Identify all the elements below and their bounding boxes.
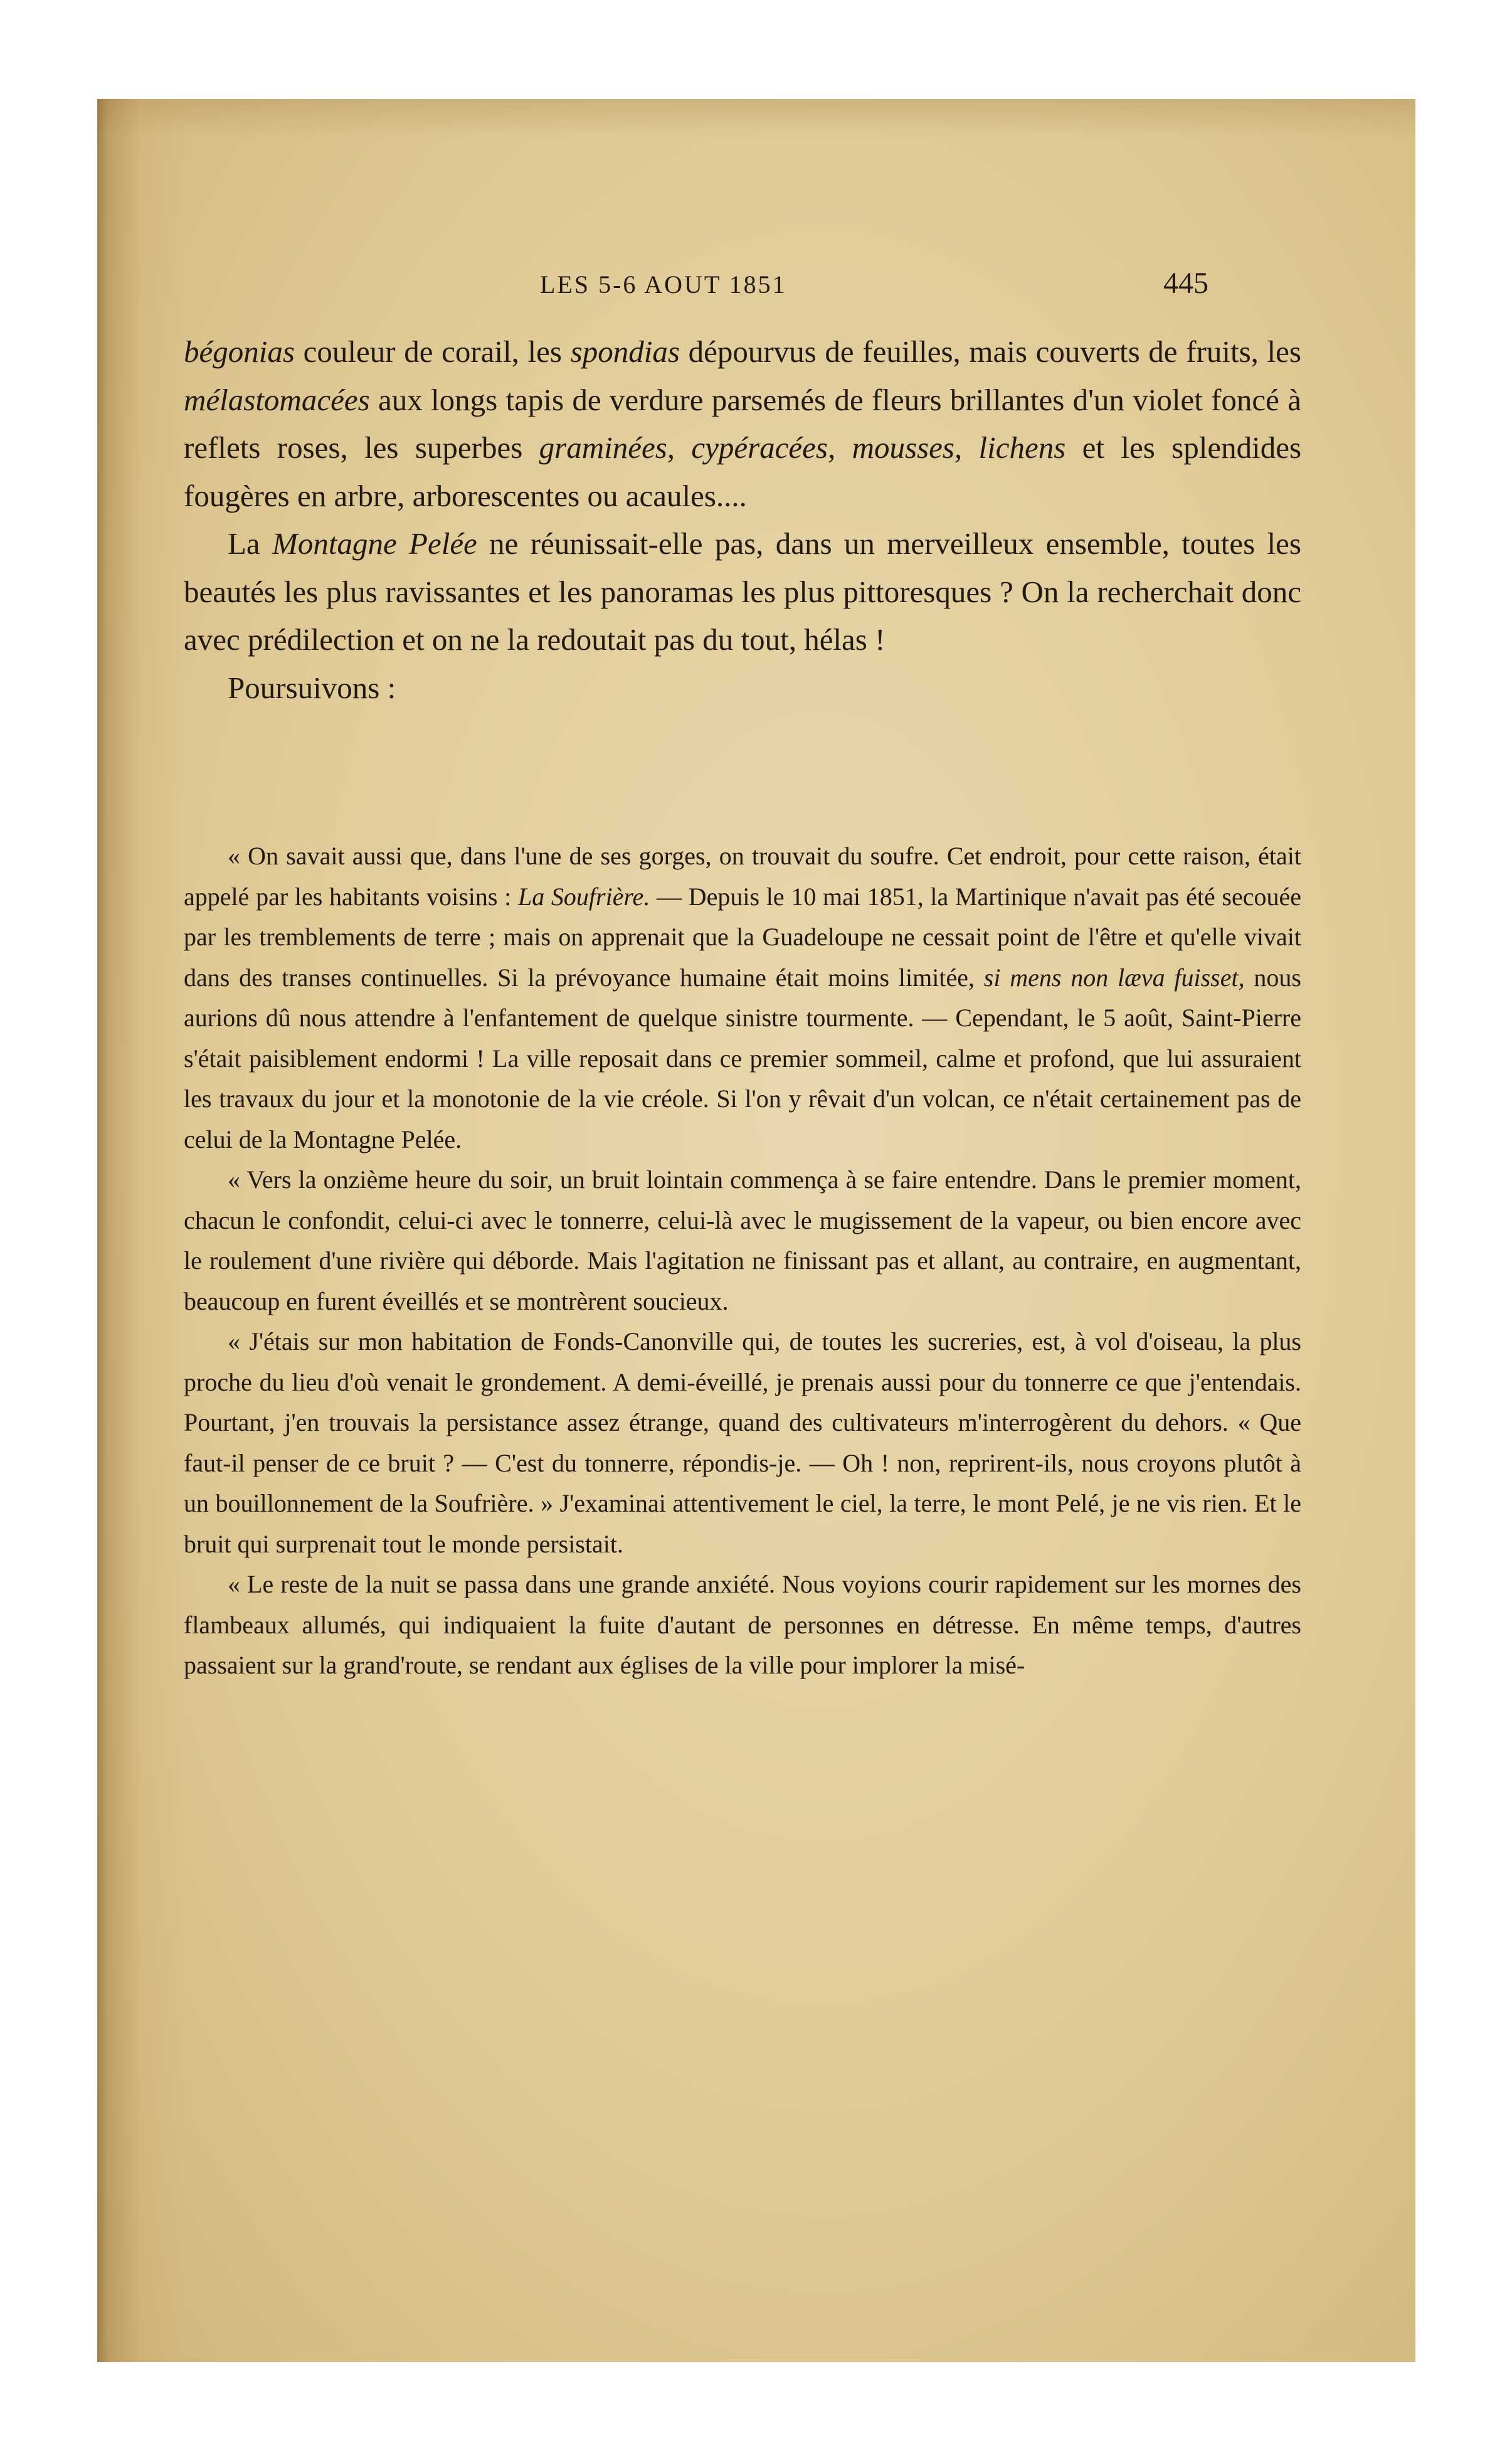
scanned-page [97,99,1415,2362]
paragraph-3 [184,664,1301,713]
text-run: nous aurions dû nous attendre à l'enfantement de quelque sinistre tourmente. — Cependant, le 5 août, Saint-Pierre s'était paisiblement endormi ! La ville reposait dans ce premier sommeil, calme et profond, que lui assuraient les travaux du jour et la monotonie de la vie créole. Si l'on y rêvait d'un volcan, ce n'était certainement pas de celui de la Montagne Pelée. [184,963,1301,1153]
text-run: « Le reste de la nuit se passa dans une grande anxiété. Nous voyions courir rapidement sur les mornes des flambeaux allumés, qui indiquaient la fuite d'autant de personnes en détresse. En même temps, d'autres passaient sur la grand'route, se rendant aux églises de la ville pour implorer la misé- [184,1570,1301,1679]
italic-run: si mens non læva fuisset, [983,963,1245,992]
quote-paragraph-1 [184,836,1301,1160]
italic-run: graminées, cypéracées, mousses, lichens [539,430,1066,465]
italic-run: Montagne Pelée [272,526,477,561]
page-header [97,267,1415,307]
italic-run: mélastomacées [184,382,370,417]
text-run: La [228,526,273,561]
text-run: aux longs tapis de verdure parsemés de fleurs brillantes d'un violet foncé à reflets roses, les superbes [184,382,1301,465]
text-run: dépourvus de feuilles, mais couverts de fruits, les [679,334,1301,369]
text-run: « J'étais sur mon habitation de Fonds-Canonville qui, de toutes les sucreries, est, à vol d'oiseau, la plus proche du lieu d'où venait le grondement. A demi-éveillé, je prenais aussi pour du tonnerre ce que j'entendais. Pourtant, j'en trouvais la persistance assez étrange, quand des cultivateurs m'interrogèrent du dehors. « Que faut-il penser de ce bruit ? — C'est du tonnerre, répondis-je. — Oh ! non, reprirent-ils, nous croyons plutôt à un bouillonnement de la Soufrière. » J'examinai attentivement le ciel, la terre, le mont Pelé, je ne vis rien. Et le bruit qui surprenait tout le monde persistait. [184,1327,1301,1558]
italic-run: La Soufrière. [517,882,650,911]
quoted-account [184,836,1301,1686]
quote-paragraph-2 [184,1160,1301,1322]
text-run: — Depuis le 10 mai 1851, la Martinique n'avait pas été secouée par les tremblements de terre ; mais on apprenait que la Guadeloupe ne cessait point de l'être et qu'elle vivait dans des transes continuelles. Si la prévoyance humaine était moins limitée, [184,882,1301,992]
running-head: LES 5-6 AOUT 1851 [540,270,787,299]
quote-paragraph-4 [184,1564,1301,1686]
text-run: et les splendides fougères en arbre, arborescentes ou acaules.... [184,430,1302,513]
main-text [184,328,1301,712]
italic-run: bégonias [184,334,295,369]
text-run: Poursuivons : [228,670,396,705]
paragraph-1 [184,328,1301,520]
text-run: « On savait aussi que, dans l'une de ses gorges, on trouvait du soufre. Cet endroit, pour cette raison, était appelé par les habitants voisins : [184,842,1301,911]
italic-run: spondias [570,334,680,369]
quote-paragraph-3 [184,1322,1301,1564]
text-run: ne réunissait-elle pas, dans un merveilleux ensemble, toutes les beautés les plus ravissantes et les panoramas les plus pittoresques ? On la recherchait donc avec prédilection et on ne la redoutait pas du tout, hélas ! [184,526,1301,657]
text-run: « Vers la onzième heure du soir, un bruit lointain commença à se faire entendre. Dans le premier moment, chacun le confondit, celui-ci avec le tonnerre, celui-là avec le mugissement de la vapeur, ou bien encore avec le roulement d'une rivière qui déborde. Mais l'agitation ne finissant pas et allant, au contraire, en augmentant, beaucoup en furent éveillés et se montrèrent soucieux. [184,1165,1301,1315]
paragraph-2 [184,520,1301,664]
text-run: couleur de corail, les [294,334,571,369]
page-number: 445 [1163,267,1208,300]
